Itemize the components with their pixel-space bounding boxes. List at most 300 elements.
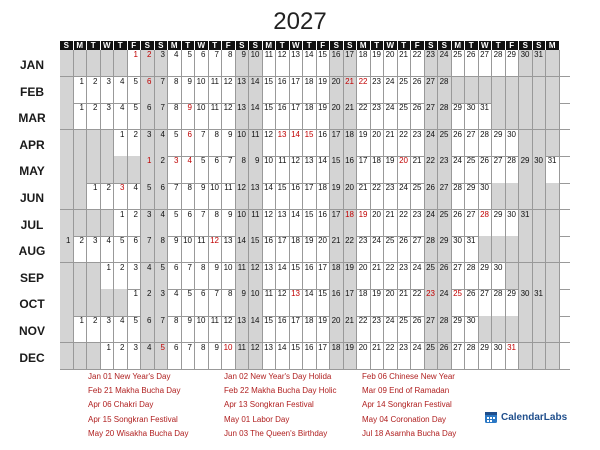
empty-cell: [546, 183, 560, 210]
day-cell: 11: [222, 183, 236, 210]
day-cell: 21: [384, 130, 398, 157]
day-cell: 3: [101, 77, 115, 104]
day-cell: 2: [87, 103, 101, 130]
day-cell: 30: [492, 343, 506, 370]
day-cell: 27: [452, 343, 466, 370]
day-cell: 7: [195, 210, 209, 237]
day-cell: 10: [249, 50, 263, 77]
day-cell: 29: [479, 343, 493, 370]
day-cell: 2: [128, 210, 142, 237]
day-cell: 7: [155, 316, 169, 343]
day-cell: 3: [128, 343, 142, 370]
weekday-header: F: [222, 41, 235, 50]
day-cell: 26: [465, 50, 479, 77]
day-cell: 25: [425, 343, 439, 370]
empty-cell: [533, 263, 547, 290]
day-cell: 25: [425, 263, 439, 290]
day-cell: 10: [182, 236, 196, 263]
day-cell: 26: [479, 156, 493, 183]
day-cell: 25: [438, 130, 452, 157]
day-cell: 13: [222, 236, 236, 263]
day-cell: 12: [263, 130, 277, 157]
day-cell: 2: [155, 156, 169, 183]
day-cell: 22: [357, 77, 371, 104]
day-cell: 1: [114, 210, 128, 237]
day-cell: 8: [222, 50, 236, 77]
day-cell: 20: [398, 156, 412, 183]
day-cell: 23: [398, 343, 412, 370]
day-cell: 3: [141, 130, 155, 157]
day-cell: 12: [209, 236, 223, 263]
empty-cell: [114, 289, 128, 316]
day-cell: 17: [344, 289, 358, 316]
empty-cell: [452, 77, 466, 104]
day-cell: 21: [371, 263, 385, 290]
day-cell: 3: [114, 183, 128, 210]
weekday-header: M: [263, 41, 276, 50]
day-cell: 16: [276, 77, 290, 104]
day-cell: 8: [195, 343, 209, 370]
empty-cell: [114, 50, 128, 77]
day-cell: 25: [398, 103, 412, 130]
day-cell: 9: [222, 130, 236, 157]
empty-cell: [492, 103, 506, 130]
empty-cell: [492, 183, 506, 210]
day-cell: 22: [384, 263, 398, 290]
empty-cell: [506, 263, 520, 290]
day-cell: 6: [141, 103, 155, 130]
day-cell: 26: [438, 263, 452, 290]
day-cell: 22: [411, 50, 425, 77]
day-cell: 6: [182, 210, 196, 237]
weekday-header: T: [87, 41, 100, 50]
day-cell: 16: [290, 183, 304, 210]
day-cell: 8: [209, 210, 223, 237]
day-cell: 28: [438, 103, 452, 130]
day-cell: 18: [303, 316, 317, 343]
day-cell: 2: [128, 130, 142, 157]
day-cell: 29: [492, 210, 506, 237]
empty-cell: [60, 130, 74, 157]
day-cell: 8: [195, 263, 209, 290]
day-cell: 21: [398, 289, 412, 316]
day-cell: 27: [438, 183, 452, 210]
day-cell: 17: [303, 183, 317, 210]
holiday-entry: Feb 22 Makha Bucha Day Holic: [224, 386, 337, 396]
weekday-header: T: [492, 41, 505, 50]
holiday-entry: Mar 09 End of Ramadan: [362, 386, 450, 396]
empty-cell: [546, 316, 560, 343]
empty-cell: [60, 77, 74, 104]
day-cell: 13: [236, 316, 250, 343]
empty-cell: [546, 130, 560, 157]
empty-cell: [60, 343, 74, 370]
day-cell: 20: [330, 103, 344, 130]
empty-cell: [60, 103, 74, 130]
day-cell: 23: [438, 156, 452, 183]
day-cell: 23: [425, 289, 439, 316]
empty-cell: [519, 77, 533, 104]
day-cell: 11: [195, 236, 209, 263]
day-cell: 19: [317, 77, 331, 104]
day-cell: 1: [74, 103, 88, 130]
day-cell: 16: [263, 236, 277, 263]
weekday-header: M: [168, 41, 181, 50]
day-cell: 31: [519, 210, 533, 237]
empty-cell: [533, 103, 547, 130]
day-cell: 12: [263, 210, 277, 237]
empty-cell: [546, 343, 560, 370]
day-cell: 28: [452, 183, 466, 210]
day-cell: 22: [384, 343, 398, 370]
month-label: FEB: [20, 84, 44, 99]
day-cell: 9: [195, 183, 209, 210]
day-cell: 16: [276, 316, 290, 343]
day-cell: 17: [317, 263, 331, 290]
weekday-header: S: [60, 41, 73, 50]
day-cell: 29: [492, 130, 506, 157]
day-cell: 14: [249, 77, 263, 104]
empty-cell: [533, 130, 547, 157]
day-cell: 10: [222, 343, 236, 370]
day-cell: 9: [222, 210, 236, 237]
day-cell: 2: [141, 289, 155, 316]
day-cell: 11: [263, 289, 277, 316]
day-cell: 25: [398, 77, 412, 104]
empty-cell: [87, 130, 101, 157]
month-label: JAN: [19, 58, 44, 72]
day-cell: 23: [357, 236, 371, 263]
day-cell: 20: [330, 316, 344, 343]
day-cell: 28: [425, 236, 439, 263]
holiday-entry: May 01 Labor Day: [224, 414, 290, 424]
day-cell: 20: [384, 50, 398, 77]
day-cell: 8: [209, 130, 223, 157]
day-cell: 17: [357, 156, 371, 183]
month-label: APR: [19, 137, 45, 152]
day-cell: 28: [492, 289, 506, 316]
day-cell: 24: [411, 263, 425, 290]
empty-cell: [87, 50, 101, 77]
holiday-entry: Jun 03 The Queen's Birthday: [224, 428, 328, 438]
day-cell: 31: [546, 156, 560, 183]
empty-cell: [492, 316, 506, 343]
empty-cell: [101, 289, 115, 316]
empty-cell: [60, 210, 74, 237]
day-cell: 19: [384, 156, 398, 183]
day-cell: 2: [74, 236, 88, 263]
day-cell: 13: [276, 130, 290, 157]
empty-cell: [506, 183, 520, 210]
day-cell: 1: [141, 156, 155, 183]
day-cell: 5: [155, 263, 169, 290]
day-cell: 7: [141, 236, 155, 263]
empty-cell: [74, 343, 88, 370]
holiday-entry: Apr 14 Songkran Festival: [362, 400, 452, 410]
day-cell: 10: [195, 316, 209, 343]
day-cell: 21: [411, 156, 425, 183]
day-cell: 18: [330, 263, 344, 290]
day-cell: 17: [317, 343, 331, 370]
day-cell: 5: [128, 103, 142, 130]
day-cell: 22: [411, 289, 425, 316]
day-cell: 2: [114, 263, 128, 290]
day-cell: 24: [438, 50, 452, 77]
day-cell: 14: [303, 50, 317, 77]
day-cell: 28: [479, 210, 493, 237]
day-cell: 19: [330, 183, 344, 210]
day-cell: 6: [141, 316, 155, 343]
empty-cell: [101, 156, 115, 183]
weekday-header: S: [330, 41, 343, 50]
day-cell: 10: [249, 289, 263, 316]
day-cell: 18: [344, 130, 358, 157]
day-cell: 25: [398, 316, 412, 343]
day-cell: 14: [263, 183, 277, 210]
empty-cell: [74, 156, 88, 183]
day-cell: 15: [303, 210, 317, 237]
day-cell: 6: [195, 289, 209, 316]
day-cell: 27: [479, 50, 493, 77]
day-cell: 20: [371, 210, 385, 237]
holiday-entry: Jan 01 New Year's Day: [88, 372, 171, 381]
empty-cell: [74, 50, 88, 77]
empty-cell: [60, 50, 74, 77]
day-cell: 20: [330, 77, 344, 104]
day-cell: 24: [452, 156, 466, 183]
day-cell: 25: [411, 183, 425, 210]
empty-cell: [60, 263, 74, 290]
holiday-entry: May 20 Wisakha Bucha Day: [88, 428, 189, 438]
day-cell: 24: [438, 289, 452, 316]
day-cell: 20: [344, 183, 358, 210]
empty-cell: [101, 50, 115, 77]
empty-cell: [87, 289, 101, 316]
empty-cell: [546, 236, 560, 263]
day-cell: 10: [222, 263, 236, 290]
day-cell: 13: [249, 183, 263, 210]
weekday-header: M: [357, 41, 370, 50]
day-cell: 30: [465, 103, 479, 130]
day-cell: 15: [263, 77, 277, 104]
day-cell: 11: [276, 156, 290, 183]
empty-cell: [546, 50, 560, 77]
day-cell: 30: [519, 50, 533, 77]
day-cell: 7: [182, 343, 196, 370]
calendarlabs-logo[interactable]: [484, 410, 567, 424]
day-cell: 17: [330, 210, 344, 237]
day-cell: 6: [168, 263, 182, 290]
day-cell: 4: [182, 156, 196, 183]
weekday-header: T: [371, 41, 384, 50]
day-cell: 9: [236, 289, 250, 316]
empty-cell: [492, 236, 506, 263]
empty-cell: [533, 183, 547, 210]
day-cell: 3: [101, 316, 115, 343]
day-cell: 4: [141, 343, 155, 370]
day-cell: 6: [182, 130, 196, 157]
day-cell: 31: [533, 50, 547, 77]
weekday-header: F: [317, 41, 330, 50]
empty-cell: [87, 210, 101, 237]
holiday-entry: Feb 21 Makha Bucha Day: [88, 386, 181, 396]
empty-cell: [546, 77, 560, 104]
day-cell: 8: [222, 289, 236, 316]
day-cell: 11: [209, 103, 223, 130]
empty-cell: [492, 77, 506, 104]
day-cell: 14: [276, 263, 290, 290]
day-cell: 18: [371, 156, 385, 183]
day-cell: 6: [141, 77, 155, 104]
day-cell: 22: [357, 316, 371, 343]
empty-cell: [519, 263, 533, 290]
day-cell: 15: [290, 343, 304, 370]
empty-cell: [479, 77, 493, 104]
day-cell: 31: [465, 236, 479, 263]
weekday-header: S: [425, 41, 438, 50]
day-cell: 7: [209, 50, 223, 77]
day-cell: 4: [114, 77, 128, 104]
day-cell: 21: [384, 210, 398, 237]
holiday-list: [0, 368, 600, 448]
day-cell: 15: [290, 263, 304, 290]
day-cell: 16: [276, 103, 290, 130]
day-cell: 13: [236, 103, 250, 130]
weekday-header: T: [209, 41, 222, 50]
day-cell: 19: [303, 236, 317, 263]
day-cell: 18: [330, 343, 344, 370]
day-cell: 1: [101, 343, 115, 370]
day-cell: 6: [168, 343, 182, 370]
empty-cell: [519, 316, 533, 343]
day-cell: 27: [425, 77, 439, 104]
day-cell: 1: [74, 77, 88, 104]
day-cell: 15: [317, 50, 331, 77]
day-cell: 20: [371, 130, 385, 157]
day-cell: 30: [452, 236, 466, 263]
day-cell: 19: [357, 210, 371, 237]
day-cell: 16: [317, 130, 331, 157]
empty-cell: [533, 77, 547, 104]
day-cell: 10: [236, 130, 250, 157]
day-cell: 22: [425, 156, 439, 183]
day-cell: 18: [357, 50, 371, 77]
empty-cell: [60, 289, 74, 316]
empty-cell: [101, 210, 115, 237]
day-cell: 1: [114, 130, 128, 157]
day-cell: 19: [371, 50, 385, 77]
day-cell: 21: [398, 50, 412, 77]
day-cell: 29: [465, 183, 479, 210]
day-cell: 30: [506, 130, 520, 157]
day-cell: 16: [344, 156, 358, 183]
day-cell: 25: [452, 50, 466, 77]
day-cell: 21: [344, 316, 358, 343]
day-cell: 5: [168, 130, 182, 157]
day-cell: 28: [438, 316, 452, 343]
day-cell: 15: [263, 103, 277, 130]
day-cell: 24: [398, 183, 412, 210]
day-cell: 20: [357, 263, 371, 290]
empty-cell: [101, 130, 115, 157]
day-cell: 27: [425, 316, 439, 343]
weekday-header: S: [533, 41, 546, 50]
day-cell: 19: [317, 316, 331, 343]
day-cell: 12: [249, 343, 263, 370]
weekday-header: T: [114, 41, 127, 50]
day-cell: 14: [290, 130, 304, 157]
day-cell: 10: [195, 77, 209, 104]
day-cell: 18: [357, 289, 371, 316]
day-cell: 19: [371, 289, 385, 316]
day-cell: 21: [344, 77, 358, 104]
day-cell: 6: [209, 156, 223, 183]
weekday-header: F: [128, 41, 141, 50]
day-cell: 4: [141, 263, 155, 290]
day-cell: 16: [303, 343, 317, 370]
day-cell: 29: [506, 289, 520, 316]
weekday-header: M: [452, 41, 465, 50]
day-cell: 8: [236, 156, 250, 183]
empty-cell: [519, 130, 533, 157]
day-cell: 31: [533, 289, 547, 316]
day-cell: 13: [303, 156, 317, 183]
day-cell: 9: [168, 236, 182, 263]
day-cell: 16: [330, 50, 344, 77]
day-cell: 23: [371, 77, 385, 104]
month-label: MAY: [19, 164, 45, 179]
day-cell: 12: [276, 289, 290, 316]
day-cell: 14: [276, 343, 290, 370]
day-cell: 8: [155, 236, 169, 263]
holiday-entry: Apr 06 Chakri Day: [88, 400, 154, 410]
weekday-header: S: [236, 41, 249, 50]
day-cell: 5: [128, 77, 142, 104]
empty-cell: [114, 156, 128, 183]
day-cell: 3: [155, 50, 169, 77]
day-cell: 4: [114, 316, 128, 343]
day-cell: 19: [344, 343, 358, 370]
day-cell: 11: [236, 343, 250, 370]
day-cell: 8: [168, 103, 182, 130]
day-cell: 25: [384, 236, 398, 263]
day-cell: 23: [398, 263, 412, 290]
day-cell: 18: [344, 210, 358, 237]
calendar-icon: [484, 410, 498, 424]
empty-cell: [60, 183, 74, 210]
day-cell: 7: [182, 263, 196, 290]
day-cell: 10: [263, 156, 277, 183]
empty-cell: [87, 156, 101, 183]
weekday-header: F: [411, 41, 424, 50]
day-cell: 26: [438, 343, 452, 370]
day-cell: 24: [425, 130, 439, 157]
day-cell: 19: [344, 263, 358, 290]
day-cell: 8: [168, 77, 182, 104]
day-cell: 10: [195, 103, 209, 130]
empty-cell: [506, 103, 520, 130]
weekday-header: W: [384, 41, 397, 50]
weekday-header: M: [546, 41, 559, 50]
day-cell: 1: [60, 236, 74, 263]
day-cell: 10: [236, 210, 250, 237]
day-cell: 11: [249, 130, 263, 157]
empty-cell: [465, 77, 479, 104]
empty-cell: [533, 316, 547, 343]
day-cell: 5: [182, 289, 196, 316]
day-cell: 21: [371, 343, 385, 370]
day-cell: 22: [357, 103, 371, 130]
